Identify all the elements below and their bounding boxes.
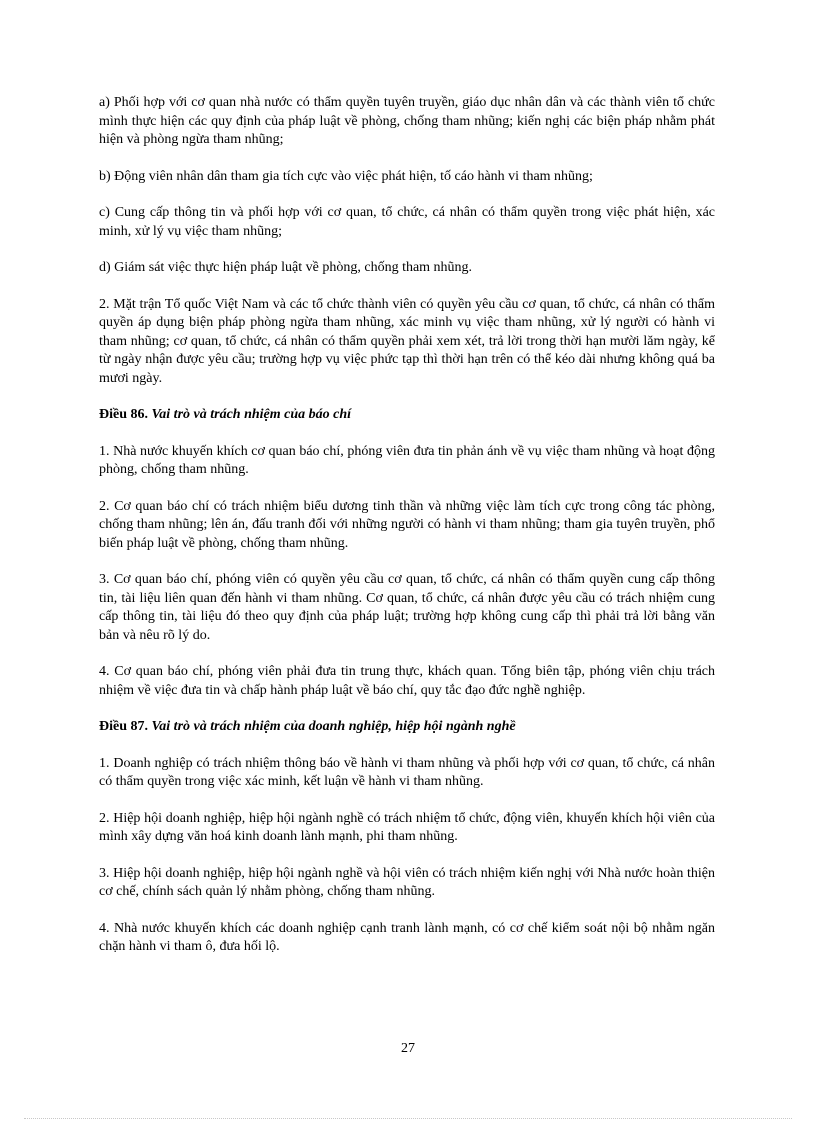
article-86-title: Vai trò và trách nhiệm của báo chí — [151, 407, 352, 422]
article-86-clause-3: 3. Cơ quan báo chí, phóng viên có quyền yêu cầu cơ quan, tổ chức, cá nhân có thẩm quyền cung cấp thông tin, tài liệu liên quan đến hành vi tham nhũng. Cơ quan, tổ chức, cá nhân được yêu cầu có trách nhiệm cung cấp thông tin, tài liệu đó theo quy định của pháp luật; trường hợp không cung cấp thì phải trả lời bằng văn bản và nêu rõ lý do. — [99, 572, 715, 643]
paragraph-c-provide-info: c) Cung cấp thông tin và phối hợp với cơ quan, tổ chức, cá nhân có thẩm quyền trong việc phát hiện, xác minh, xử lý vụ việc tham nhũng; — [99, 205, 715, 239]
paragraph-a-coordination: a) Phối hợp với cơ quan nhà nước có thẩm quyền tuyên truyền, giáo dục nhân dân và các thành viên tổ chức mình thực hiện các quy định của pháp luật về phòng, chống tham nhũng; kiến nghị các biện pháp nhằm phát hiện và phòng ngừa tham nhũng; — [99, 95, 715, 147]
article-87-title: Vai trò và trách nhiệm của doanh nghiệp, hiệp hội ngành nghề — [151, 719, 516, 734]
document-page — [99, 94, 715, 975]
paragraph-d-supervise: d) Giám sát việc thực hiện pháp luật về phòng, chống tham nhũng. — [99, 260, 473, 275]
article-86-heading — [99, 406, 715, 425]
paragraph-b-mobilize: b) Động viên nhân dân tham gia tích cực vào việc phát hiện, tố cáo hành vi tham nhũng; — [99, 168, 593, 184]
article-87-clause-3: 3. Hiệp hội doanh nghiệp, hiệp hội ngành nghề và hội viên có trách nhiệm kiến nghị với Nhà nước hoàn thiện cơ chế, chính sách quản lý nhằm phòng, chống tham nhũng. — [99, 865, 715, 899]
page-bottom-rule — [24, 1118, 792, 1119]
article-87-clause-4: 4. Nhà nước khuyến khích các doanh nghiệp cạnh tranh lành mạnh, có cơ chế kiểm soát nội bộ nhằm ngăn chặn hành vi tham ô, đưa hối lộ. — [99, 920, 715, 954]
article-86-clause-4: 4. Cơ quan báo chí, phóng viên phải đưa tin trung thực, khách quan. Tổng biên tập, phóng viên chịu trách nhiệm về việc đưa tin và chấp hành pháp luật về báo chí, quy tắc đạo đức nghề nghiệp. — [99, 664, 715, 698]
article-86-clause-1: 1. Nhà nước khuyến khích cơ quan báo chí, phóng viên đưa tin phản ánh về vụ việc tham nhũng và hoạt động phòng, chống tham nhũng. — [99, 443, 715, 477]
page-number: 27 — [401, 1041, 415, 1056]
article-87-number: Điều 87. — [99, 719, 148, 734]
paragraph-2-front-rights: 2. Mặt trận Tổ quốc Việt Nam và các tổ chức thành viên có quyền yêu cầu cơ quan, tổ chức, cá nhân có thẩm quyền áp dụng biện pháp phòng ngừa tham nhũng, xác minh vụ việc tham nhũng, xử lý người có hành vi tham nhũng; cơ quan, tổ chức, cá nhân có thẩm quyền phải xem xét, trả lời trong thời hạn mười lăm ngày, kể từ ngày nhận được yêu cầu; trường hợp vụ việc phức tạp thì thời hạn trên có thể kéo dài nhưng không quá ba mươi ngày. — [99, 296, 715, 386]
article-87-clause-2: 2. Hiệp hội doanh nghiệp, hiệp hội ngành nghề có trách nhiệm tổ chức, động viên, khuyến khích hội viên của mình xây dựng văn hoá kinh doanh lành mạnh, phi tham nhũng. — [99, 810, 715, 844]
article-87-clause-1: 1. Doanh nghiệp có trách nhiệm thông báo về hành vi tham nhũng và phối hợp với cơ quan, tổ chức, cá nhân có thẩm quyền trong việc xác minh, kết luận về hành vi tham nhũng. — [99, 755, 715, 789]
article-86-clause-2: 2. Cơ quan báo chí có trách nhiệm biểu dương tinh thần và những việc làm tích cực trong công tác phòng, chống tham nhũng; lên án, đấu tranh đối với những người có hành vi tham nhũng; tham gia tuyên truyền, phổ biến pháp luật về phòng, chống tham nhũng. — [99, 498, 715, 551]
article-86-number: Điều 86. — [99, 407, 148, 422]
article-87-heading — [99, 718, 715, 737]
